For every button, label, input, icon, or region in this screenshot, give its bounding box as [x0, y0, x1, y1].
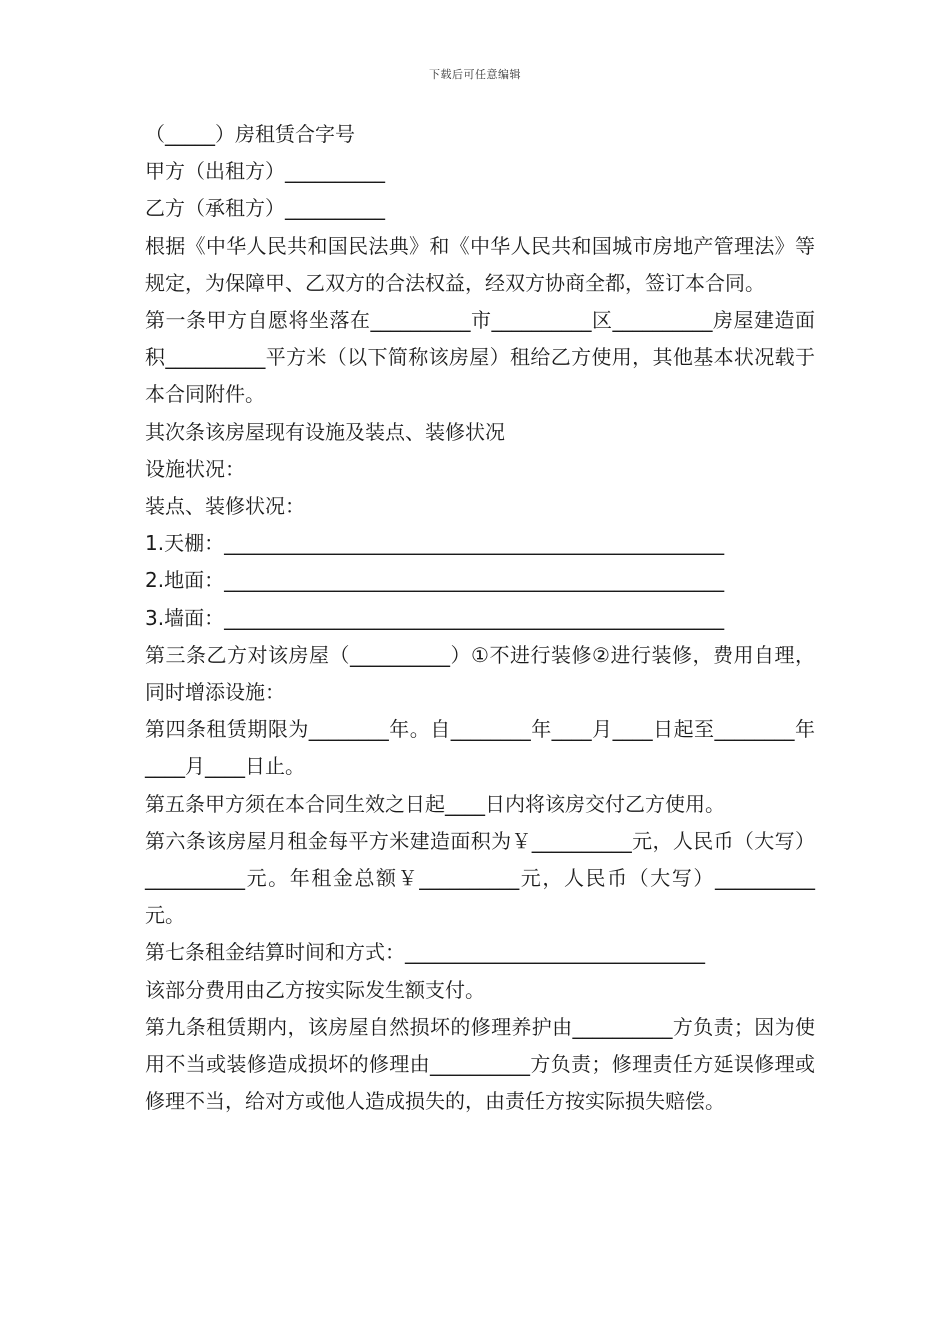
ceiling-line: 1.天棚：__________________________________________________ — [145, 531, 725, 556]
decoration-status-line: 装点、装修状况： — [145, 494, 305, 519]
party-a-line: 甲方（出租方）__________ — [145, 159, 385, 184]
article-3-paragraph: 第三条乙方对该房屋（__________）①不进行装修②进行装修，费用自理，同时增添设施： — [145, 642, 815, 705]
preamble-paragraph: 根据《中华人民共和国民法典》和《中华人民共和国城市房地产管理法》等规定，为保障甲、乙双方的合法权益，经双方协商全都，签订本合同。 — [145, 233, 815, 295]
cost-payment-line: 该部分费用由乙方按实际发生额支付。 — [145, 977, 485, 1002]
facilities-status-line: 设施状况： — [145, 456, 245, 481]
article-6-paragraph: 第六条该房屋月租金每平方米建造面积为￥__________元，人民币（大写）__________元。年租金总额￥__________元，人民币（大写）__________元。 — [145, 828, 815, 928]
article-2-heading: 其次条该房屋现有设施及装点、装修状况 — [145, 419, 505, 444]
wall-line: 3.墙面：__________________________________________________ — [145, 605, 725, 630]
contract-body — [145, 116, 815, 1120]
article-7-paragraph: 第七条租金结算时间和方式：______________________________ — [145, 940, 705, 965]
article-9-paragraph: 第九条租赁期内，该房屋自然损坏的修理养护由__________方负责；因为使用不当或装修造成损坏的修理由__________方负责；修理责任方延误修理或修理不当，给对方或他人造成损失的，由责任方按实际损失赔偿。 — [145, 1014, 815, 1114]
article-1-paragraph: 第一条甲方自愿将坐落在__________市__________区__________房屋建造面积__________平方米（以下简称该房屋）租给乙方使用，其他基本状况载于本合同附件。 — [145, 308, 815, 407]
page-header-note: 下载后可任意编辑 — [429, 68, 521, 81]
article-5-paragraph: 第五条甲方须在本合同生效之日起____日内将该房交付乙方使用。 — [145, 791, 725, 816]
party-b-line: 乙方（承租方）__________ — [145, 196, 385, 221]
article-4-paragraph: 第四条租赁期限为________年。自________年____月____日起至________年____月____日止。 — [145, 717, 815, 779]
floor-line: 2.地面：__________________________________________________ — [145, 568, 725, 593]
contract-number-line: （_____）房租赁合字号 — [145, 122, 355, 146]
